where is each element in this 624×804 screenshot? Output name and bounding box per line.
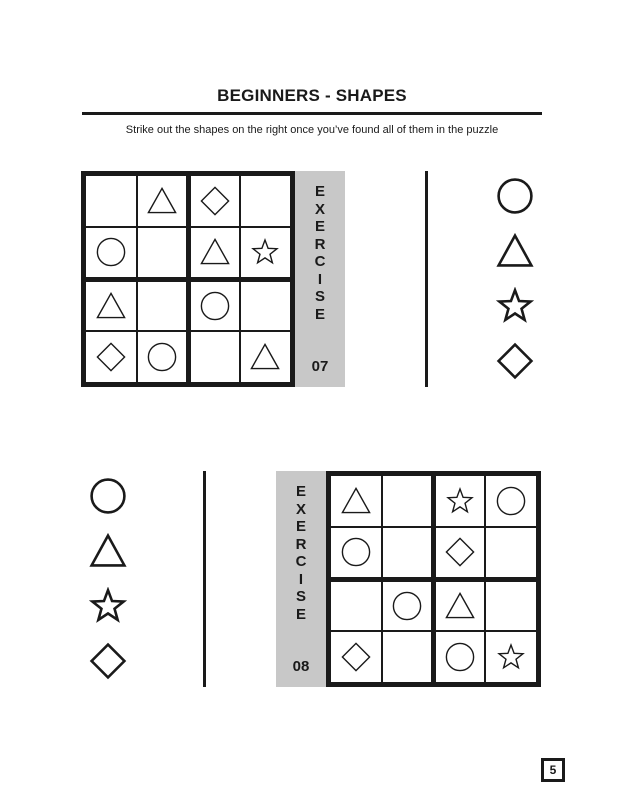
circle-icon[interactable]: [83, 476, 133, 516]
exercise-label: [296, 483, 307, 623]
grid-cell[interactable]: [331, 476, 381, 526]
triangle-icon: [341, 486, 371, 516]
title-rule: [82, 112, 542, 115]
grid-cell[interactable]: [191, 176, 239, 226]
grid-cell[interactable]: [486, 582, 536, 631]
circle-icon: [200, 291, 230, 321]
exercise-label-letter: C: [314, 253, 326, 270]
grid-cell[interactable]: [486, 476, 536, 526]
exercise-label-letter: S: [295, 588, 306, 605]
grid-cell[interactable]: [191, 282, 239, 331]
grid-cell[interactable]: [436, 582, 484, 631]
grid-cell[interactable]: [486, 632, 536, 682]
triangle-icon[interactable]: [490, 231, 540, 271]
grid-cell[interactable]: [86, 332, 136, 382]
grid-cell[interactable]: [86, 282, 136, 331]
grid-cell[interactable]: [241, 176, 291, 226]
exercise-label-letter: E: [314, 305, 325, 323]
circle-icon: [496, 486, 526, 516]
diamond-icon: [200, 186, 230, 216]
diamond-icon: [341, 642, 371, 672]
triangle-icon: [200, 237, 230, 267]
shape-puzzle-grid: [326, 471, 541, 687]
grid-cell[interactable]: [138, 332, 186, 382]
circle-icon: [96, 237, 126, 267]
grid-cell[interactable]: [138, 228, 186, 277]
exercise-label-letter: S: [314, 288, 325, 305]
grid-cell[interactable]: [191, 332, 239, 382]
exercise-label-letter: C: [295, 553, 307, 570]
exercise-label-letter: I: [298, 570, 304, 588]
page-number: 5: [541, 758, 565, 782]
exercise-number: 08: [292, 658, 310, 675]
star-icon[interactable]: [83, 586, 133, 626]
exercise-label-letter: E: [295, 483, 306, 500]
grid-cell[interactable]: [191, 228, 239, 277]
triangle-icon: [250, 342, 280, 372]
circle-icon[interactable]: [490, 176, 540, 216]
grid-cell[interactable]: [383, 528, 431, 577]
grid-cell[interactable]: [331, 582, 381, 631]
diamond-icon: [445, 537, 475, 567]
separator-line: [425, 171, 428, 387]
circle-icon: [392, 591, 422, 621]
diamond-icon[interactable]: [83, 641, 133, 681]
grid-cell[interactable]: [241, 332, 291, 382]
exercise-label: [315, 183, 326, 323]
instruction-text: Strike out the shapes on the right once you’ve found all of them in the puzzle: [125, 124, 499, 136]
exercise-label-letter: X: [295, 500, 306, 518]
separator-line: [203, 471, 206, 687]
exercise-label-letter: E: [295, 518, 306, 535]
triangle-icon: [445, 591, 475, 621]
circle-icon: [445, 642, 475, 672]
grid-cell[interactable]: [241, 228, 291, 277]
page-title: BEGINNERS - SHAPES: [217, 86, 407, 105]
star-icon: [251, 238, 279, 266]
triangle-icon: [96, 291, 126, 321]
diamond-icon[interactable]: [490, 341, 540, 381]
grid-cell[interactable]: [383, 582, 431, 631]
exercise-number: 07: [311, 358, 329, 375]
grid-cell[interactable]: [331, 632, 381, 682]
grid-cell[interactable]: [436, 528, 484, 577]
exercise-label-letter: R: [295, 535, 307, 553]
exercise-label-letter: E: [295, 605, 306, 623]
grid-cell[interactable]: [383, 476, 431, 526]
grid-cell[interactable]: [331, 528, 381, 577]
exercise-label-letter: R: [314, 235, 326, 253]
grid-cell[interactable]: [486, 528, 536, 577]
diamond-icon: [96, 342, 126, 372]
grid-cell[interactable]: [138, 176, 186, 226]
exercise-label-strip: [276, 471, 326, 687]
star-icon: [446, 487, 474, 515]
triangle-icon[interactable]: [83, 531, 133, 571]
grid-cell[interactable]: [138, 282, 186, 331]
grid-cell[interactable]: [86, 228, 136, 277]
grid-cell[interactable]: [436, 476, 484, 526]
star-icon: [497, 643, 525, 671]
exercise-label-letter: X: [314, 200, 325, 218]
star-icon[interactable]: [490, 286, 540, 326]
grid-cell[interactable]: [86, 176, 136, 226]
grid-cell[interactable]: [241, 282, 291, 331]
shape-puzzle-grid: [81, 171, 295, 387]
exercise-08: [276, 471, 542, 687]
circle-icon: [341, 537, 371, 567]
circle-icon: [147, 342, 177, 372]
exercise-label-strip: [295, 171, 345, 387]
exercise-label-letter: E: [314, 218, 325, 235]
triangle-icon: [147, 186, 177, 216]
exercise-07: [81, 171, 347, 387]
grid-cell[interactable]: [383, 632, 431, 682]
exercise-label-letter: E: [314, 183, 325, 200]
exercise-label-letter: I: [317, 270, 323, 288]
grid-cell[interactable]: [436, 632, 484, 682]
